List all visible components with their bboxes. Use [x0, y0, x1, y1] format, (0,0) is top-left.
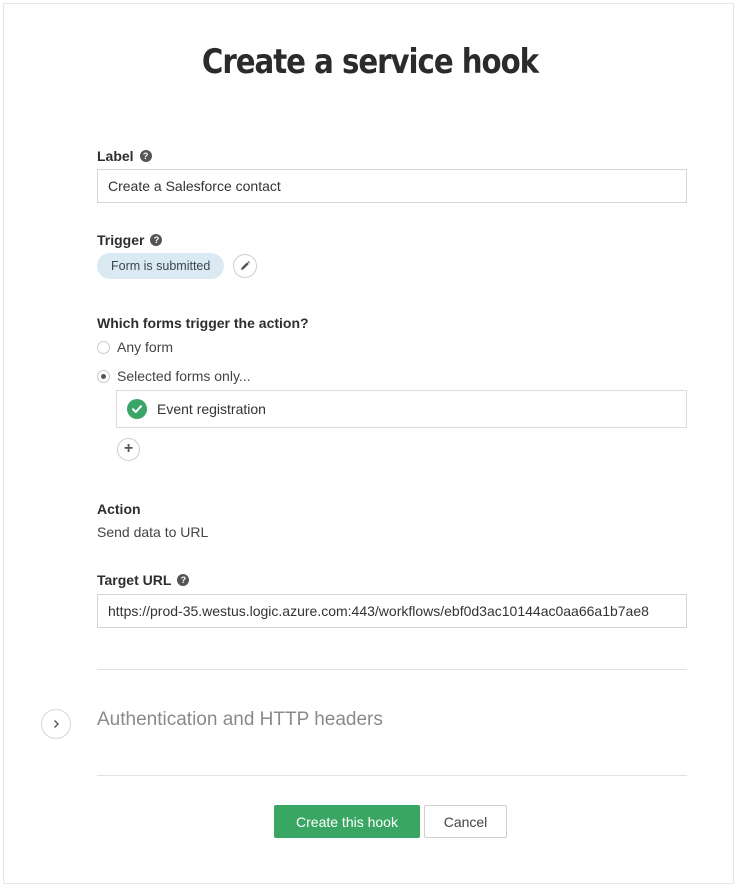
trigger-label	[97, 232, 162, 248]
cancel-button[interactable]: Cancel	[424, 805, 507, 838]
edit-trigger-button[interactable]	[233, 254, 257, 278]
expand-auth-button[interactable]	[41, 709, 71, 739]
action-label	[97, 501, 141, 517]
check-circle-icon	[127, 399, 147, 419]
action-value: Send data to URL	[97, 524, 209, 540]
divider	[97, 775, 687, 776]
page-title: Create a service hook	[201, 42, 539, 82]
radio-button[interactable]	[97, 341, 110, 354]
add-form-button[interactable]	[117, 438, 140, 461]
radio-button-checked[interactable]	[97, 370, 110, 383]
selected-form-item[interactable]	[116, 390, 687, 428]
forms-question	[97, 315, 309, 331]
page-container	[3, 3, 734, 884]
auth-section-heading[interactable]: Authentication and HTTP headers	[97, 709, 383, 730]
label-field-label	[97, 148, 152, 164]
radio-selected-forms[interactable]	[97, 368, 251, 384]
question-circle-icon[interactable]: ?	[177, 574, 189, 586]
trigger-pill: Form is submitted	[97, 253, 224, 279]
pencil-icon	[239, 260, 251, 272]
divider	[97, 669, 687, 670]
question-circle-icon[interactable]: ?	[140, 150, 152, 162]
label-input[interactable]	[97, 169, 687, 203]
forms-question-text: Which forms trigger the action?	[97, 315, 309, 331]
question-circle-icon[interactable]: ?	[150, 234, 162, 246]
radio-any-form[interactable]	[97, 339, 173, 355]
form-name: Event registration	[157, 401, 266, 417]
target-url-label-text: Target URL	[97, 572, 172, 588]
target-url-label	[97, 572, 189, 588]
radio-label: Selected forms only...	[117, 368, 251, 384]
chevron-right-icon	[51, 719, 61, 729]
action-label-text: Action	[97, 501, 141, 517]
radio-label: Any form	[117, 339, 174, 355]
trigger-label-text: Trigger	[97, 232, 145, 248]
create-hook-button[interactable]: Create this hook	[274, 805, 420, 838]
target-url-input[interactable]	[97, 594, 687, 628]
plus-icon: +	[123, 440, 134, 457]
label-field-label-text: Label	[97, 148, 134, 164]
